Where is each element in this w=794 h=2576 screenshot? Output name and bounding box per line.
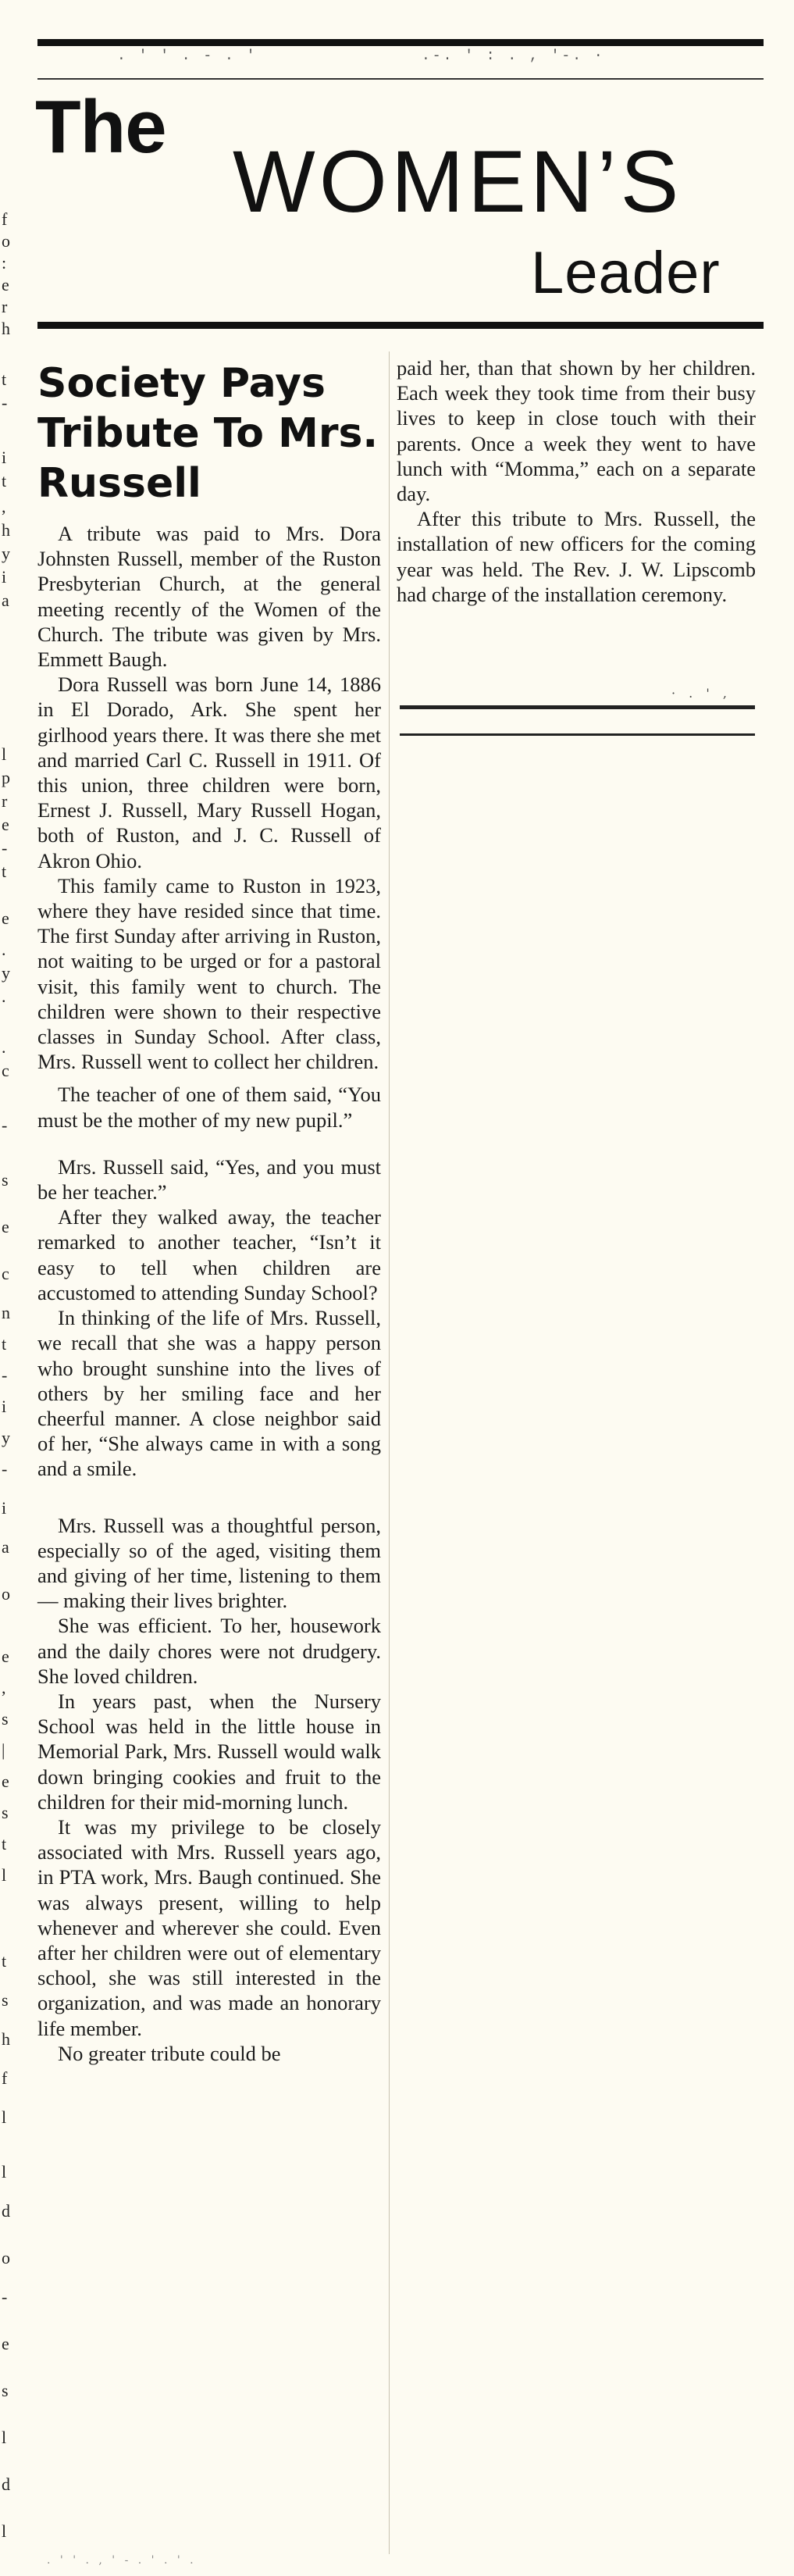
masthead-leader: Leader	[531, 240, 721, 306]
paragraph: In thinking of the life of Mrs. Russell, we recall that she was a happy person who brought sunshine into the lives of others by her smiling face and her cheerful manner. A close neighbor said of her, “She always came in with a song and a smile.	[37, 1306, 381, 1481]
article-headline: Society Pays Tribute To Mrs. Russell	[37, 360, 379, 507]
paragraph: It was my privilege to be closely associated with Mrs. Russell years ago, in PTA work, Mrs. Baugh continued. She was always present, willing to help whenever and wherever she could. Even after her children were out of elementary school, she was still interested in the organization, and was made an honorary life member.	[37, 1814, 381, 2040]
masthead-bottom-rule	[37, 322, 764, 329]
article-body-right	[397, 355, 756, 607]
article-end-rule-thin	[400, 733, 755, 736]
article-body-left	[37, 521, 381, 2066]
print-noise: . ' ' . - . '	[117, 48, 258, 64]
adjacent-column-fragments: f o : e r h t - i t , h y i a l p r e - t e . y . . c - s e c n t - i y - i a o e , s | e s t l t s h f l l d o - e s l d l	[2, 209, 10, 2541]
paragraph: She was efficient. To her, housework and the daily chores were not drudgery. She loved children.	[37, 1614, 381, 1688]
paragraph: paid her, than that shown by her children. Each week they took time from their busy lives to keep in close touch with their parents. Once a week they went to have lunch with “Momma,” each on a separate day.	[397, 356, 756, 506]
paragraph: A tribute was paid to Mrs. Dora Johnsten Russell, member of the Ruston Presbyterian Church, at the general meeting recently of the Women of the Church. The tribute was given by Mrs. Emmett Baugh.	[37, 522, 381, 672]
paragraph: No greater tribute could be	[58, 2041, 281, 2065]
masthead-women: WOMEN’S	[233, 133, 683, 230]
article-end-rule	[400, 705, 755, 709]
masthead-top-rule	[37, 39, 764, 46]
paragraph: Mrs. Russell was a thoughtful person, especially so of the aged, visiting them and giving of her time, listening to them — making their lives brighter.	[37, 1513, 381, 1613]
paragraph: After this tribute to Mrs. Russell, the installation of new officers for the coming year was held. The Rev. J. W. Lipscomb had charge of the installation ceremony.	[397, 507, 756, 606]
paragraph: After they walked away, the teacher remarked to another teacher, “Isn’t it easy to tell when children are accustomed to attending Sunday School?	[37, 1205, 381, 1304]
print-noise: · . ' ,	[671, 686, 732, 701]
article-left-column	[37, 355, 381, 2066]
paragraph: The teacher of one of them said, “You must be the mother of my new pupil.”	[37, 1083, 381, 1132]
paragraph: Mrs. Russell said, “Yes, and you must be her teacher.”	[37, 1154, 381, 1204]
paragraph: Dora Russell was born June 14, 1886 in El Dorado, Ark. She spent her girlhood years there. It was there she met and married Carl C. Russell in 1911. Of this union, three children were born, Ernest J. Russell, Mary Russell Hogan, both of Ruston, and J. C. Russell of Akron Ohio.	[37, 673, 381, 872]
print-noise: . ' ' . , ' - . ' . ' .	[47, 2554, 197, 2567]
column-separator	[389, 351, 390, 2554]
masthead-thin-rule	[37, 78, 764, 80]
article-right-column	[397, 355, 756, 607]
print-noise: .-. ' : . , '-. ·	[422, 48, 605, 64]
masthead-the: The	[35, 85, 166, 169]
paragraph: In years past, when the Nursery School was held in the little house in Memorial Park, Mrs. Russell would walk down bringing cookies and fruit to the children for their mid-morning lunch.	[37, 1689, 381, 1814]
paragraph: This family came to Ruston in 1923, where they have resided since that time. The first Sunday after arriving in Ruston, not waiting to be urged or for a pastoral visit, this family went to church. The children were shown to their respective classes in Sunday School. After class, Mrs. Russell went to collect her children.	[37, 873, 381, 1074]
